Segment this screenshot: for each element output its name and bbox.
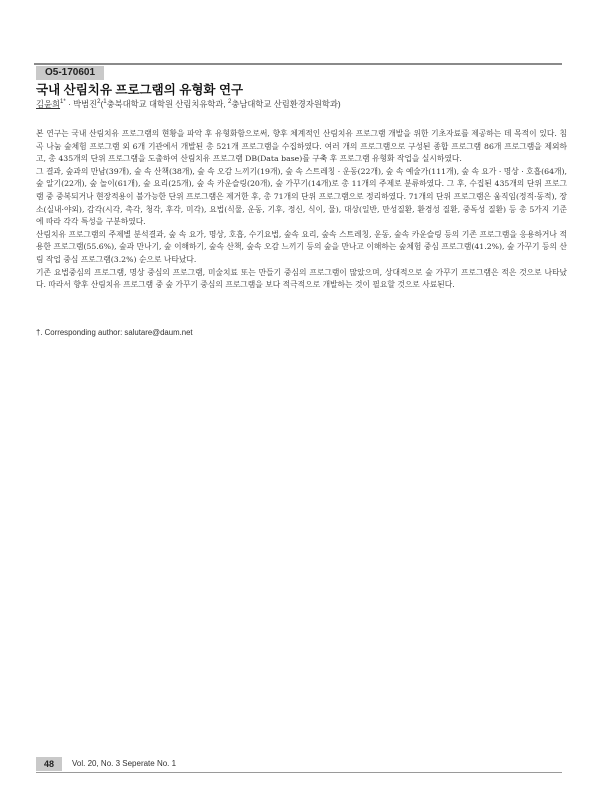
author-superscript: 1* [60, 99, 66, 106]
author-separator: · [65, 99, 74, 109]
abstract-paragraph: 산림치유 프로그램의 주제별 분석결과, 숲 속 요가, 명상, 호흡, 수기요법, 숲속 요리, 숲속 스트레칭, 운동, 숲속 카운슬링 등의 기존 프로그램을 응용하거나 적용한 프로그램(55.6%), 숲과 만나기, 숲 이해하기, 숲속 산책, 숲속 오감 느끼기 등의 숲을 만나고 이해하는 숲체험 중심 프로그램(41.2%), 숲 가꾸기 등의 산림 작업 중심 프로그램(3.2%) 순으로 나타났다. [36, 229, 567, 264]
abstract-paragraph: 기존 요법중심의 프로그램, 명상 중심의 프로그램, 미술치료 또는 만들기 중심의 프로그램이 많았으며, 상대적으로 숲 가꾸기 프로그램은 적은 것으로 나타났다. 따라서 향후 산림치유 프로그램 중 숲 가꾸기 중심의 프로그램을 보다 적극적으로 개발하는 것이 필요할 것으로 사료된다. [36, 267, 567, 290]
author-line [36, 98, 341, 110]
footer-rule [36, 772, 562, 773]
corresponding-author: †. Corresponding author: salutare@daum.net [36, 328, 193, 337]
abstract-paragraph: 그 결과, 숲과의 만남(39개), 숲 속 산책(38개), 숲 속 오감 느끼기(19개), 숲 속 스트레칭 · 운동(22개), 숲 속 예술가(111개), 숲 속 요가 · 명상 · 호흡(64개), 숲 알기(22개), 숲 놀이(61개), 숲 요리(25개), 숲 속 카운슬링(20개), 숲 가꾸기(14개)로 총 11개의 주제로 분류하였다. 그 후, 수집된 435개의 단위 프로그램 중 중복되거나 현장적용이 불가능한 단위 프로그램은 제거한 후, 총 71개의 단위 프로그램으로 정리하였다. 71개의 단위 프로그램은 움직임(정적·동적), 장소(실내·야외), 감각(시각, 촉각, 청각, 후각, 미각), 요법(식물, 운동, 기후, 정신, 식이, 물), 대상(일반, 만성질환, 환경성 질환, 중독성 질환) 등 총 5가지 기준에 따라 각각 특성을 구분하였다. [36, 166, 567, 227]
journal-issue: Vol. 20, No. 3 Seperate No. 1 [72, 759, 177, 768]
affiliation-superscript: 2 [228, 99, 232, 106]
affiliation: 충남대학교 산림환경자원학과) [231, 99, 341, 109]
author-superscript: 2 [97, 99, 101, 106]
author-name: 김윤희 [36, 99, 61, 109]
affiliation-open: ( [100, 99, 104, 109]
author-name: 박범진 [73, 99, 98, 109]
affiliation-superscript: 1 [103, 99, 107, 106]
page-number: 48 [36, 757, 62, 771]
header-rule [34, 63, 562, 65]
abstract-body [36, 128, 567, 292]
paper-title: 국내 산림치유 프로그램의 유형화 연구 [36, 83, 244, 97]
abstract-paragraph: 본 연구는 국내 산림치유 프로그램의 현황을 파악 후 유형화함으로써, 향후 체계적인 산림치유 프로그램 개발을 위한 기초자료를 제공하는 데 목적이 있다. 침곡 나눔 숲체험 프로그램 외 6개 기관에서 개발된 총 521개 프로그램을 수집하였다. 여러 개의 프로그램으로 구성된 종합 프로그램 86개 프로그램을 제외하고, 총 435개의 단위 프로그램을 도출하여 산림치유 프로그램 DB(Data base)를 구축 후 프로그램 유형화 작업을 실시하였다. [36, 129, 567, 164]
abstract-code-badge: O5-170601 [36, 66, 104, 80]
affiliation: 충북대학교 대학원 산림치유학과, [106, 99, 229, 109]
